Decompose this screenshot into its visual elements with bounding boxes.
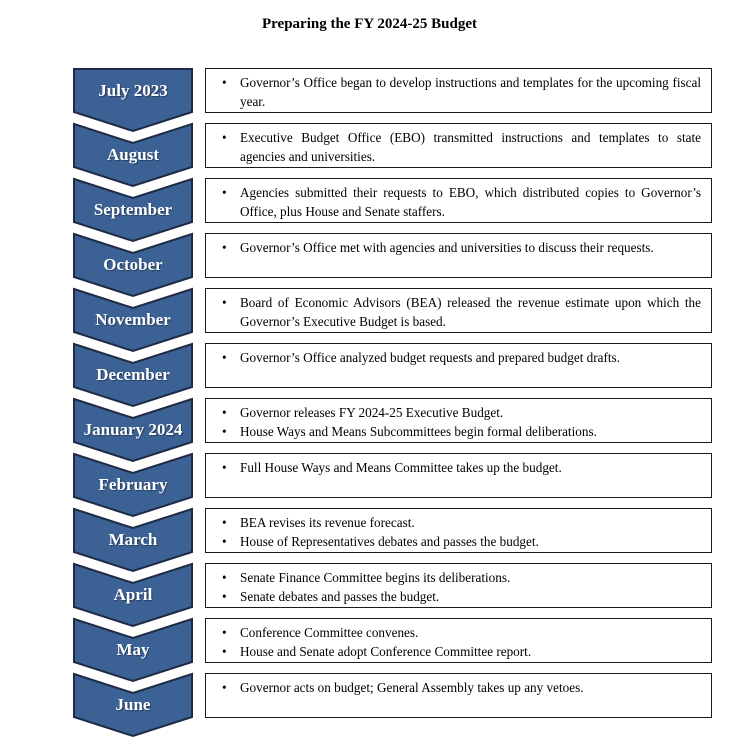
timeline-row [73,618,712,663]
bullet-icon: • [222,515,227,530]
bullet-text: Conference Committee convenes. [240,625,419,640]
event-box [205,233,712,278]
bullet-text: BEA revises its revenue forecast. [240,515,415,530]
bullet-item [206,624,701,643]
bullet-text: Agencies submitted their requests to EBO, which distributed copies to Governor’s Office, plus House and Senate staffers. [240,185,701,219]
bullet-item [206,404,701,423]
bullet-icon: • [222,533,227,549]
bullet-icon: • [222,643,227,659]
bullet-icon: • [222,185,227,200]
timeline-row [73,288,712,333]
event-box [205,123,712,168]
month-chevron [73,673,193,737]
bullet-text: Senate debates and passes the budget. [240,588,440,604]
bullet-text: House of Representatives debates and passes the budget. [240,533,539,549]
bullet-icon: • [222,570,227,585]
month-label: June [115,695,151,714]
bullet-text: Senate Finance Committee begins its deliberations. [240,570,511,585]
bullet-text: House Ways and Means Subcommittees begin formal deliberations. [240,423,597,439]
month-label: September [93,200,173,219]
bullet-icon: • [222,240,227,255]
bullet-item [206,533,701,552]
bullet-icon: • [222,130,227,145]
timeline-row [73,453,712,498]
bullet-text: Board of Economic Advisors (BEA) released the revenue estimate upon which the Governor’s Executive Budget is based. [240,295,701,329]
bullet-item [206,184,701,221]
month-label: May [116,640,150,659]
bullet-item [206,643,701,662]
timeline-row [73,123,712,168]
event-box [205,618,712,663]
month-label: March [108,530,158,549]
event-box [205,563,712,608]
bullet-item [206,679,701,698]
event-box [205,398,712,443]
month-label: December [96,365,170,384]
month-label: October [103,255,163,274]
month-label: November [95,310,171,329]
month-label: August [107,145,159,164]
event-box [205,508,712,553]
page-title: Preparing the FY 2024-25 Budget [262,16,477,32]
bullet-text: House and Senate adopt Conference Committee report. [240,643,532,659]
bullet-item [206,239,701,258]
timeline-row [73,508,712,553]
timeline-row [73,233,712,278]
bullet-text: Governor’s Office analyzed budget requests and prepared budget drafts. [240,350,620,365]
month-label: April [113,585,153,604]
bullet-text: Governor releases FY 2024-25 Executive Budget. [240,405,504,420]
bullet-icon: • [222,588,227,604]
bullet-item [206,514,701,533]
event-box [205,343,712,388]
bullet-text: Governor acts on budget; General Assembly takes up any vetoes. [240,680,584,695]
month-label: July 2023 [98,80,168,100]
bullet-text: Full House Ways and Means Committee takes up the budget. [240,460,562,475]
bullet-item [206,569,701,588]
bullet-text: Executive Budget Office (EBO) transmitted instructions and templates to state agencies and universities. [240,130,701,164]
bullet-item [206,294,701,331]
timeline-row [73,673,712,718]
event-box [205,178,712,223]
bullet-icon: • [222,625,227,640]
month-label: January 2024 [83,420,183,439]
bullet-item [206,349,701,368]
bullet-item [206,74,701,111]
bullet-text: Governor’s Office met with agencies and universities to discuss their requests. [240,240,654,255]
event-box [205,453,712,498]
event-box [205,288,712,333]
timeline-row [73,398,712,443]
bullet-icon: • [222,75,227,90]
bullet-icon: • [222,350,227,365]
bullet-icon: • [222,405,227,420]
bullet-item [206,129,701,166]
event-box [205,68,712,113]
bullet-icon: • [222,680,227,695]
timeline-row [73,68,712,113]
bullet-item [206,588,701,607]
bullet-icon: • [222,295,227,310]
bullet-icon: • [222,423,227,439]
timeline [73,68,712,728]
bullet-text: Governor’s Office began to develop instructions and templates for the upcoming fiscal year. [240,75,701,109]
month-label: February [98,475,168,494]
timeline-row [73,343,712,388]
event-box [205,673,712,718]
bullet-item [206,459,701,478]
bullet-item [206,423,701,442]
bullet-icon: • [222,460,227,475]
timeline-row [73,178,712,223]
timeline-row [73,563,712,608]
